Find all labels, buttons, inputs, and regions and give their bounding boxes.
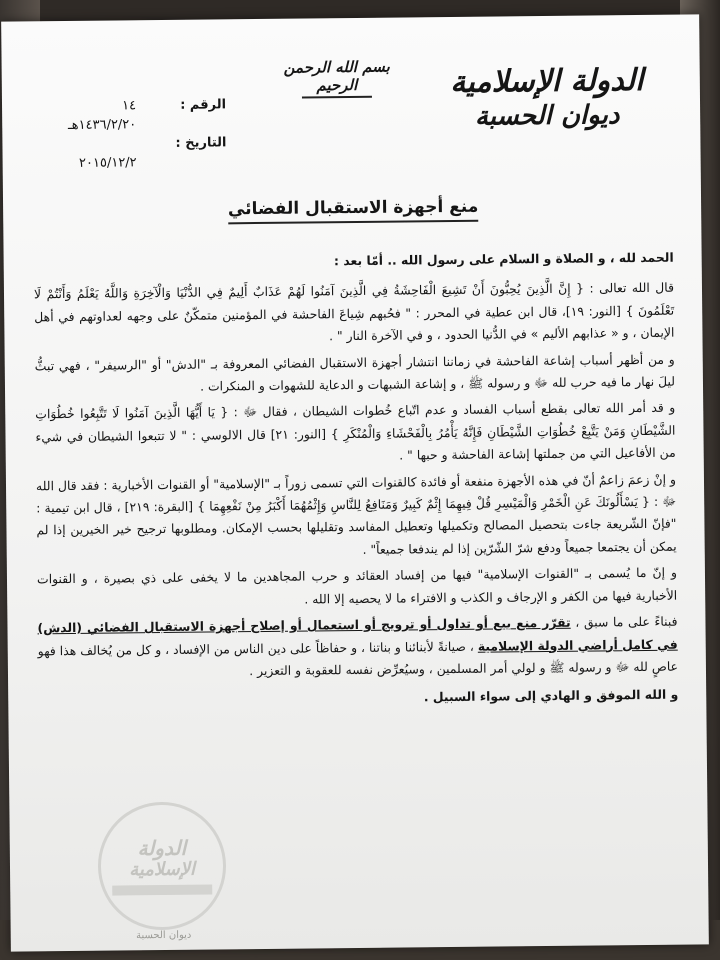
date-row [36,133,226,155]
basmala-underline [302,96,372,99]
paragraph: و إنْ زعمَ زاعمٌ أنّ في هذه الأجهزة منفعة أو فائدة كالقنوات التي تسمى زوراً بـ "الإسلامية" أو القنوات الأخبارية : فقد قال الله ﷻ : { يَسْأَلُونَكَ عَنِ الْخَمْرِ وَالْمَيْسِرِ قُلْ فِيهِمَا إِثْمٌ كَبِيرٌ وَمَنَافِعُ لِلنَّاسِ وَإِثْمُهُمَا أَكْبَرُ مِنْ نَفْعِهِمَا } [البقرة: ٢١٩] ، قال ابن تيمية : "فإنّ الشّريعة جاءت بتحصيل المصالح وتكميلها وتعطيل المفاسد وتقليلها بحسب الإمكان. ومطلوبها ترجيح خير الخيرين إذا لم يمكن أن يجتمعا جميعاً ودفع شرّ الشّرّين إذا لم يندفعا جميعاً" . [35,471,677,557]
official-stamp [97,801,226,930]
basmala-text: بسم الله الرحمن الرحيم [283,57,390,95]
stamp-caption: ديوان الحسبة [136,929,192,942]
state-name: الدولة الإسلامية [450,62,644,100]
stamp-line-1: الدولة [137,835,187,861]
document-body [34,247,679,717]
decision-rest: ، صيانةً لأبنائنا و بناتنا ، و حفاظاً على دين الناس من الإفساد ، و كل من يُخالف هذا فهو عاصٍ لله ﷻ و رسوله ﷺ و لولي أمر المسلمين ، وسيُعرِّض نفسه للعقوبة و التعزير . [37,638,679,679]
stamp-bar [112,885,212,896]
document-paper [1,14,709,951]
number-label: الرقم : [180,97,227,113]
date-label: التاريخ : [175,135,227,151]
decision-decree: تقرّر منع بيع أو تداول أو ترويج أو استعمال أو إصلاح أجهزة الاستقبال الفضائي (الدش) في كامل أراضي الدولة الإسلامية [37,614,678,654]
office-name: ديوان الحسبة [474,100,620,132]
document-title [183,196,523,220]
decision-paragraph [37,611,678,685]
decision-intro: فبناءً على ما سبق ، [575,613,678,630]
document-meta [36,95,227,173]
letterhead [442,63,653,133]
date-gregorian: ٢٠١٥/١٢/٢ [78,155,137,171]
date-hijri: ١٤٣٦/٢/٢٠هـ [67,117,137,133]
closing-line: و الله الموفق و الهادي إلى سواء السبيل . [423,686,679,705]
number-value: ١٤ [121,98,137,114]
number-row [36,95,226,117]
basmala [277,58,397,99]
paragraph: قال الله تعالى : { إِنَّ الَّذِينَ يُحِبُّونَ أَنْ تَشِيعَ الْفَاحِشَةُ فِي الَّذِينَ آمَنُوا لَهُمْ عَذَابٌ أَلِيمٌ فِي الدُّنْيَا وَالْآخِرَةِ وَاللَّهُ يَعْلَمُ وَأَنْتُمْ لَا تَعْلَمُونَ } [النور: ١٩]، قال ابن عطية في المحرر : " فحُبهم شِياعَ الفاحشة في المؤمنين متمكّنٌ على وجهه لعداوتهم في أهل الإيمان ، و « عذابهم الأليم » في الدُّنيا الحدود ، و في الآخرة النار " . [33,280,675,344]
paragraph: و إنّ ما يُسمى بـ "القنوات الإسلامية" فيها من إفساد العقائد و حرب المجاهدين ما لا يخفى على ذي بصيرة ، و القنوات الأخبارية فيها من الكفر و الإرجاف و الكذب و الافتراء ما لا يحصيه إلا الله . [36,564,678,607]
salutation: الحمد لله ، و الصلاة و السلام على رسول الله .. أمّا بعد : [333,249,674,269]
paragraph: و قد أمر الله تعالى بقطع أسباب الفساد و عدم اتّباع خُطوات الشيطان ، فقال ﷻ : { يَا أَيُّهَا الَّذِينَ آمَنُوا لَا تَتَّبِعُوا خُطُوَاتِ الشَّيْطَانِ وَمَنْ يَتَّبِعْ خُطُوَاتِ الشَّيْطَانِ فَإِنَّهُ يَأْمُرُ بِالْفَحْشَاءِ وَالْمُنْكَرِ } [النور: ٢١] قال الالوسي : " لا تتبعوا الشيطان في شيء من الأفاعيل التي من جملتها إشاعة الفاحشة و حبها " . [35,400,676,463]
paragraph: و من أظهر أسباب إشاعة الفاحشة في زماننا انتشار أجهزة الاستقبال الفضائي المعروفة بـ "الدش" أو "الرسيفر" ، فهي تبثُّ ليلَ نهار ما فيه حرب لله ﷻ و رسوله ﷺ ، و إشاعة الشبهات و الدعاية للشهوات و المنكرات . [34,351,676,394]
title-text: منع أجهزة الاستقبال الفضائي [228,197,479,225]
stamp-line-2: الإسلامية [129,858,196,881]
